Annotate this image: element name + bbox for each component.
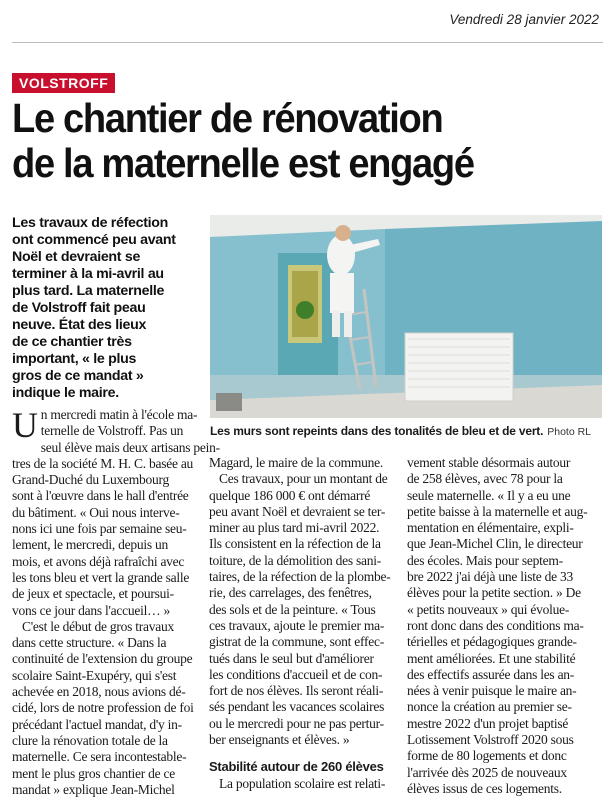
article-column-2 (209, 455, 399, 792)
text-line: Grand-Duché du Luxembourg (12, 472, 169, 488)
text-line: forme de 80 logements et donc (407, 748, 567, 764)
text-line: petite baisse à la maternelle et aug- (407, 503, 588, 519)
text-line: les conditions d'accueil et de con- (209, 666, 383, 682)
text-line: fort de nos élèves. Ils seront réali- (209, 683, 384, 699)
text-line: sont à l'œuvre dans le hall d'entrée (12, 488, 189, 504)
article-column-1 (12, 405, 220, 798)
text-line: térielles et pédagogiques grande- (407, 634, 577, 650)
photo-caption (210, 424, 605, 439)
text-line: les tons bleu et vert la grande salle (12, 569, 190, 585)
text-line: précédant l'actuel mandat, d'y in- (12, 716, 182, 732)
text-line: ment le plus gros chantier de ce (12, 765, 175, 781)
lead-paragraph (12, 215, 205, 402)
text-line: bre 2022 j'ai déjà une liste de 33 (407, 569, 574, 585)
text-line: des écoles. Mais pour septem- (407, 552, 563, 568)
lead-line: terminer à la mi-avril au (12, 266, 164, 282)
text-line: n mercredi matin à l'école ma- (40, 407, 198, 422)
lead-line: ont commencé peu avant (12, 232, 176, 248)
text-line: l'arrivée dès 2025 de nouveaux (407, 764, 567, 780)
text-line: gistrat de la commune, sont effec- (209, 634, 384, 650)
lead-line: neuve. État des lieux (12, 317, 147, 333)
lead-line: Les travaux de réfection (12, 215, 169, 231)
text-line: nons ici une fois par semaine seu- (12, 521, 187, 537)
photo-illustration (210, 215, 602, 418)
text-line: toiture, de la démolition des sani- (209, 552, 381, 568)
headline-line: Le chantier de rénovation (12, 95, 443, 141)
text-line: lement, le mercredi, depuis un (12, 537, 168, 553)
text-line: Lotissement Volstroff 2020 sous (407, 732, 574, 748)
headline (12, 96, 576, 186)
article-photo (210, 215, 602, 418)
text-line: cidé, lors de notre profession de foi (12, 700, 194, 716)
text-line: ternelle de Volstroff. Pas un (40, 423, 184, 439)
headline-line: de la maternelle est engagé (12, 140, 474, 186)
text-line: seul élève mais deux artisans pein- (40, 439, 220, 455)
lead-line: de Volstroff fait peau (12, 300, 146, 316)
text-line: Ces travaux, pour un montant de (219, 471, 388, 487)
text-line: ou le mercredi pour ne pas pertur- (209, 715, 384, 731)
text-line: tués dans le seul but d'améliorer (209, 650, 374, 666)
lead-line: plus tard. La maternelle (12, 283, 165, 299)
text-line: sés pendant les vacances scolaires (209, 699, 385, 715)
text-line: élèves pour la petite section. » De (407, 585, 581, 601)
lead-line: Noël et devraient se (12, 249, 141, 265)
text-line: peu avant Noël et devraient se ter- (209, 503, 386, 519)
lead-line: important, « le plus (12, 351, 137, 367)
text-line: C'est le début de gros travaux (22, 618, 175, 634)
lead-line: indique le maire. (12, 385, 119, 401)
text-line: scolaire Saint-Exupéry, qui s'est (12, 667, 177, 683)
subheading: Stabilité autour de 260 élèves (209, 759, 384, 775)
text-line: miner au plus tard mi-avril 2022. (209, 520, 380, 536)
text-line: que Jean-Michel Clin, le directeur (407, 536, 583, 552)
text-line: continuité de l'extension du groupe (12, 651, 193, 667)
text-line: dans cette structure. « Dans la (12, 635, 167, 651)
text-line: clure la rénovation totale de la (12, 732, 168, 748)
text-line: seule maternelle. « Il y a eu une (407, 487, 571, 503)
text-line: Magard, le maire de la commune. (209, 455, 384, 470)
text-line: vons ce jour dans l'accueil… » (12, 602, 171, 618)
section-kicker: VOLSTROFF (12, 73, 115, 93)
text-line: nées à venir puisque le maire an- (407, 683, 577, 699)
text-line: achevée en 2018, nous avions dé- (12, 684, 186, 700)
text-line: mois, et avons déjà rafraîchi avec (12, 553, 185, 569)
text-line: mentation en élémentaire, expli- (407, 520, 574, 536)
text-line: nonce la création au premier se- (407, 699, 572, 715)
text-line: taires, de la réfection de la plombe- (209, 569, 391, 585)
text-line: ront donc dans des conditions ma- (407, 617, 584, 633)
text-line: des sols et de la peinture. « Tous (209, 601, 376, 617)
text-line: des effectifs assurée dans les an- (407, 666, 575, 682)
caption-text: Les murs sont repeints dans des tonalités de bleu et de vert. (210, 424, 544, 438)
text-line: de jeux et spectacle, et poursui- (12, 586, 174, 602)
dropcap: U (12, 405, 38, 445)
text-line: du bâtiment. « Oui nous interve- (12, 504, 180, 520)
text-line: de 258 élèves, avec 78 pour la (407, 471, 563, 487)
text-line: vement stable désormais autour (407, 455, 571, 470)
header-rule (12, 42, 603, 43)
lead-line: gros de ce mandat » (12, 368, 144, 384)
photo-credit: Photo RL (547, 426, 592, 438)
article-column-3 (407, 455, 605, 797)
publication-date: Vendredi 28 janvier 2022 (449, 12, 599, 27)
text-line: ber enseignants et élèves. » (209, 732, 350, 748)
text-line: « petits nouveaux » qui évolue- (407, 601, 570, 617)
lead-line: de ce chantier très (12, 334, 132, 350)
text-line: ment améliorées. Et une stabilité (407, 650, 576, 666)
text-line: maternelle. Ce sera incontestable- (12, 749, 187, 765)
text-line: La population scolaire est relati- (219, 775, 386, 791)
text-line: quelque 186 000 € ont démarré (209, 487, 371, 503)
text-line: tres de la société M. H. C. basée au (12, 455, 194, 471)
text-line: Ils consistent en la réfection de la (209, 536, 381, 552)
text-line: élèves issus de ces logements. (407, 780, 562, 796)
text-line: rie, des carrelages, des fenêtres, (209, 585, 372, 601)
text-line: mandat » explique Jean-Michel (12, 781, 175, 797)
text-line: mestre 2022 d'un projet baptisé (407, 715, 569, 731)
text-line: ces travaux, ajoute le premier ma- (209, 617, 385, 633)
